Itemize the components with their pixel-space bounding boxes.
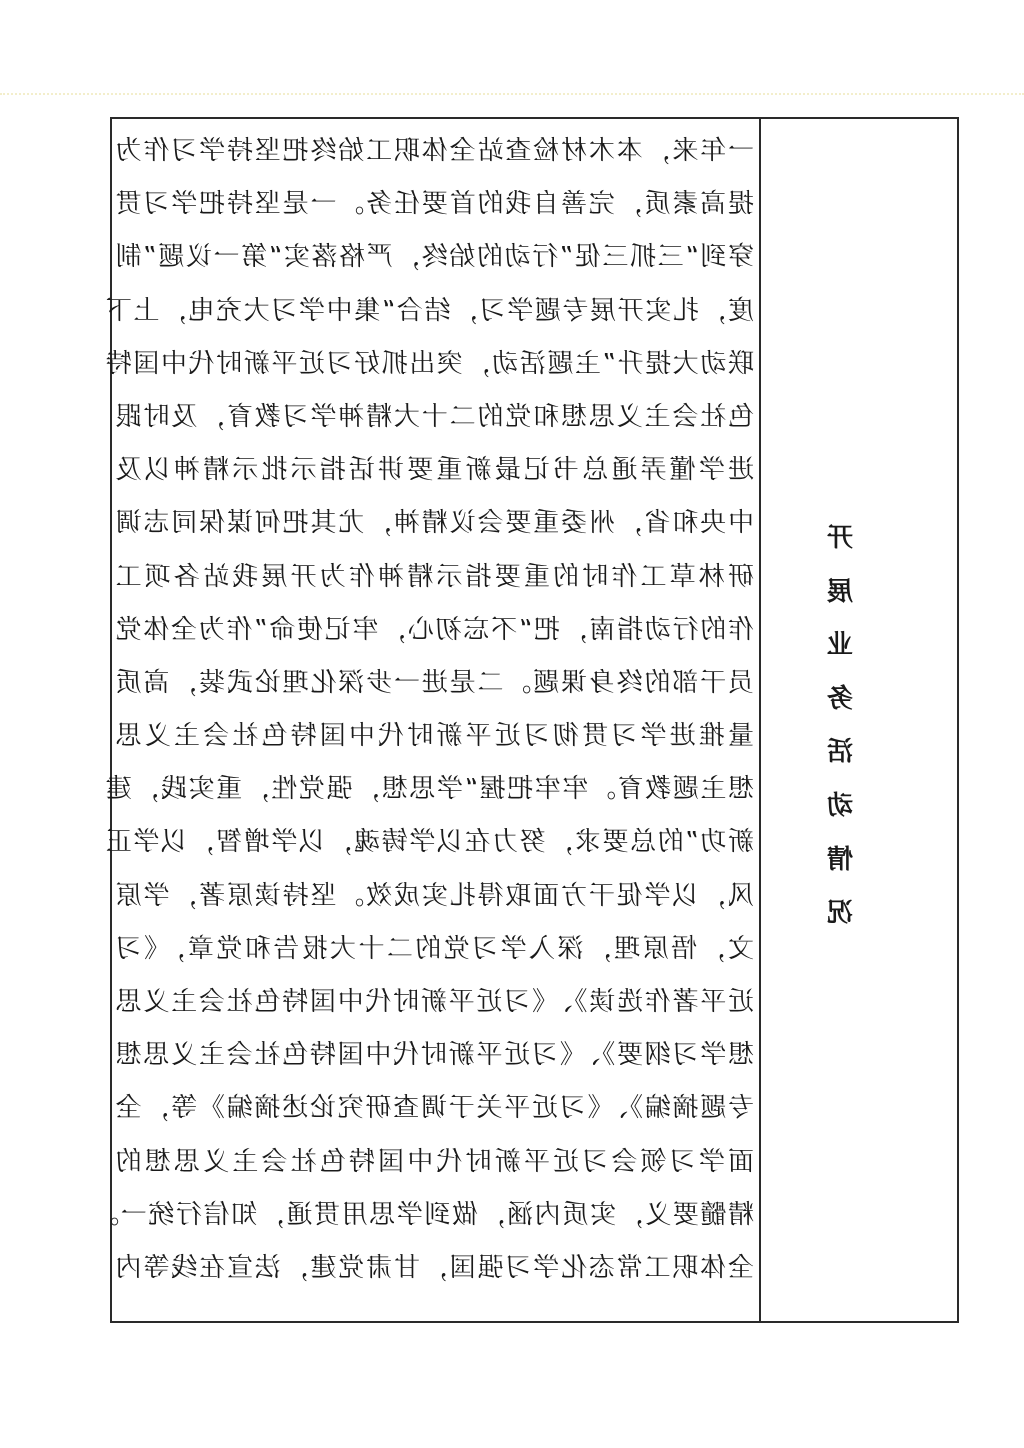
text-line: 近平著作选读》、《习近平新时代中国特色社会主义思 (114, 987, 754, 1017)
text-line: 度，扎实开展专题学习，结合“集中学习大充电，上下 (104, 295, 754, 326)
top-dotted-rule (0, 93, 1024, 95)
text-line: 文，悟原理，深入学习党的二十大报告和党章，《习 (114, 933, 754, 964)
text-line: 中央和省，州委重要会议精神，尤其把何谋保同志调 (114, 508, 754, 539)
text-line: 想主题教育。牢牢把握“学思想，强党性，重实践，建 (104, 774, 754, 805)
text-line: 一年来，本木材检查站全体职工始终把坚持学习作为 (114, 136, 754, 166)
text-line: 员干部的终身课题。二是进一步深化理论武装，高质 (114, 667, 754, 698)
text-line: 穿到“三抓三促”行动的始终，严格落实“第一议题”制 (114, 242, 754, 273)
text-line: 色社会主义思想和党的二十大精神学习教育，及时跟 (114, 401, 754, 432)
text-line: 想学习纲要》、《习近平新时代中国特色社会主义思想 (114, 1040, 754, 1071)
text-line: 全体职工常态化学习强国，甘肃党建，法宣在线等内 (114, 1252, 754, 1283)
section-body-text (91, 125, 754, 1295)
text-line: 精髓要义，实质内涵，做到学思用贯通，知信行统一。 (91, 1199, 754, 1230)
column-divider (759, 117, 761, 1323)
text-line: 专题摘编》、《习近平关于调查研究论述摘编》等，全 (114, 1093, 754, 1124)
text-line: 量推进学习贯彻习近平新时代中国特色社会主义思 (114, 721, 754, 752)
section-label-char: 情 (827, 844, 854, 875)
section-label-char: 活 (827, 737, 854, 768)
text-line: 作的行动指南，把“不忘初心，牢记使命”作为全体党 (114, 614, 754, 645)
text-line: 研林草工作时的重要指示精神作为开展我站各项工 (114, 561, 754, 592)
section-label-char: 务 (827, 683, 854, 714)
text-line: 风，以学促干方面取得扎实成效。坚持读原著，学原 (114, 880, 754, 911)
section-label-char: 开 (827, 523, 854, 553)
text-line: 进学懂弄通总书记最新重要讲话指示批示精神以及 (114, 455, 754, 486)
section-label (810, 512, 870, 941)
section-label-char: 况 (827, 898, 854, 929)
section-label-char: 动 (827, 790, 854, 821)
section-label-char: 业 (827, 630, 854, 661)
section-label-char: 展 (827, 576, 854, 607)
text-line: 新功”的总要求，努力在以学铸魂，以学增智，以学正 (104, 827, 754, 858)
text-line: 提高素质，完善自我的首要任务。一是坚持把学习贯 (114, 189, 754, 220)
text-line: 联动大提升”主题活动，突出抓好习近平新时代中国特 (104, 348, 754, 379)
text-line: 面学习领会习近平新时代中国特色社会主义思想的 (114, 1146, 754, 1177)
